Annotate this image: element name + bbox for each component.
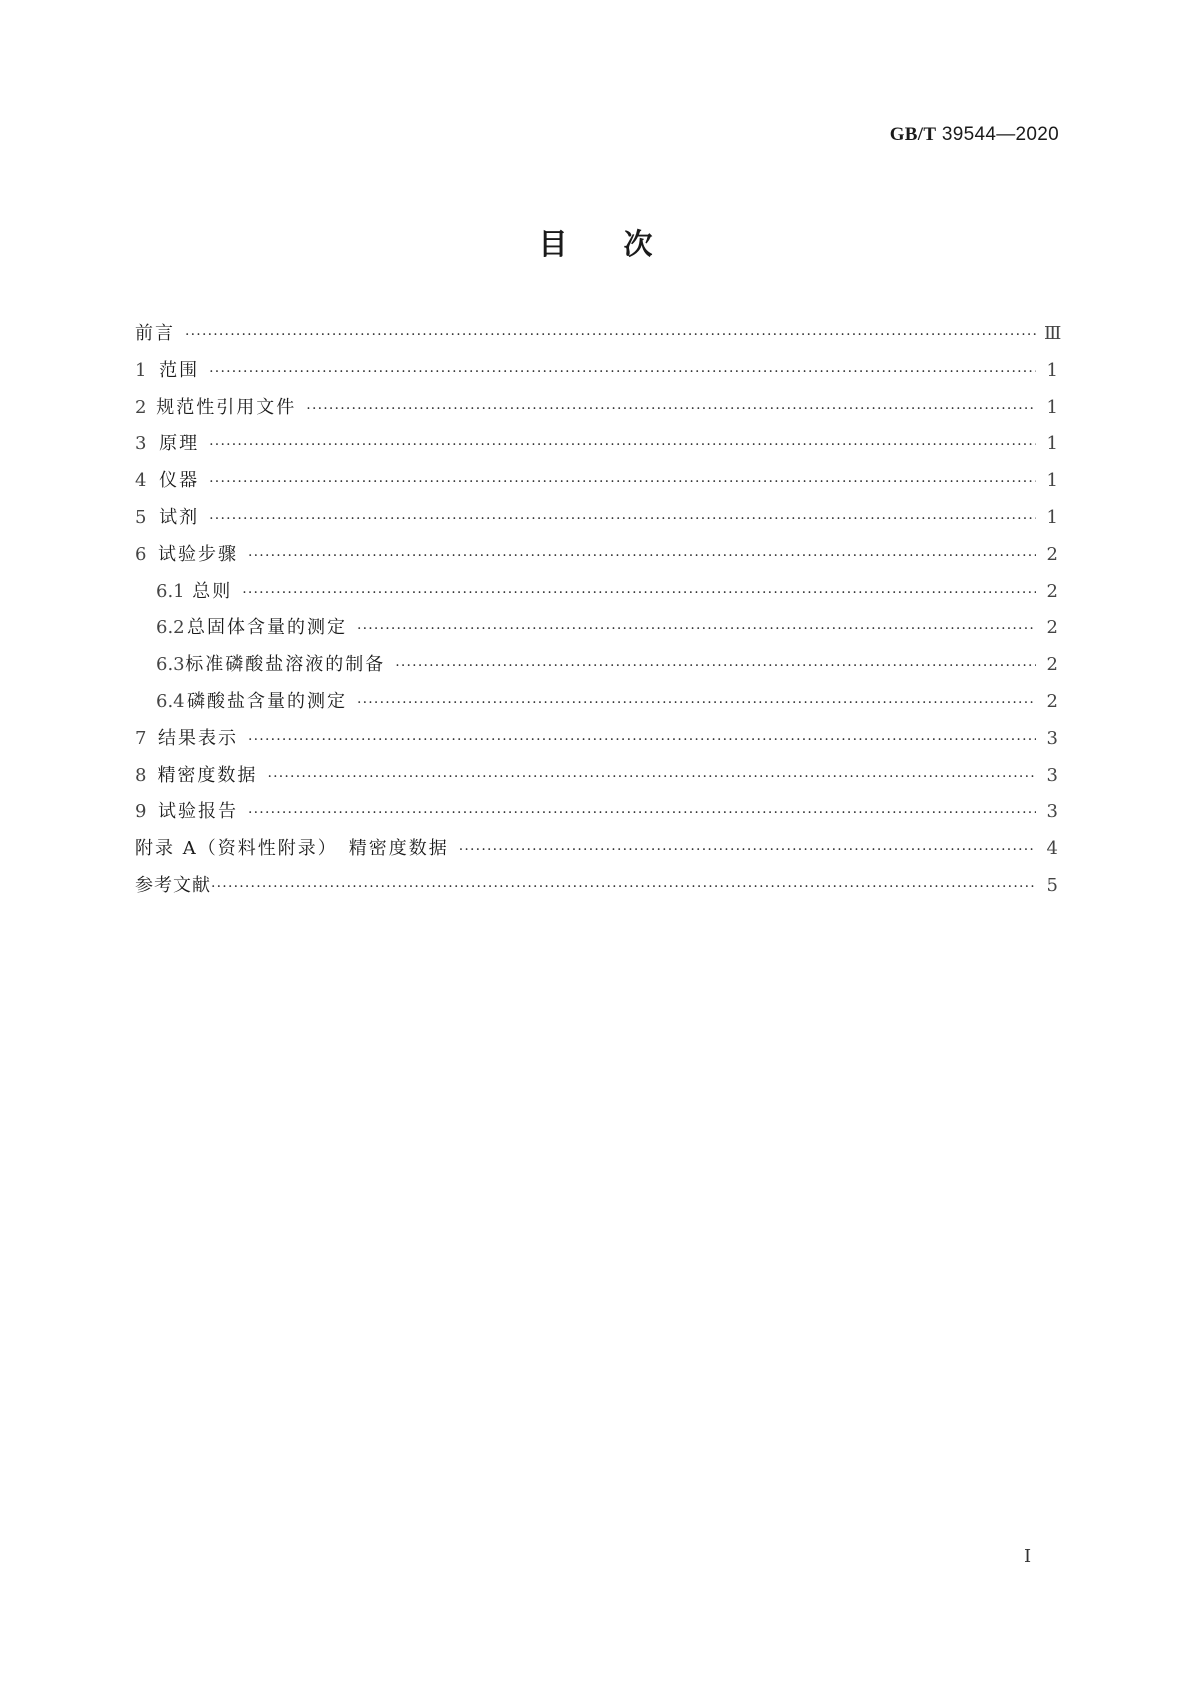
toc-entry-6-4[interactable] (135, 690, 1058, 727)
toc-entry-label: 试验步骤 (158, 543, 238, 565)
toc-entry-8[interactable] (135, 764, 1058, 801)
toc-entry-page: 1 (1046, 359, 1058, 381)
toc-dot-leader (242, 581, 1036, 605)
toc-dot-leader (248, 801, 1036, 825)
toc-entry-page: 3 (1046, 727, 1058, 749)
toc-entry-foreword[interactable] (135, 322, 1062, 359)
toc-dot-leader (248, 544, 1036, 568)
toc-entry-1[interactable] (135, 359, 1058, 396)
toc-entry-number: 6 (135, 543, 147, 565)
toc-dot-leader (459, 838, 1036, 862)
toc-dot-leader (267, 765, 1036, 789)
title-char-1: 目 (538, 227, 568, 261)
toc-entry-label: 精密度数据 (157, 764, 258, 786)
toc-dot-leader (357, 691, 1036, 715)
toc-entry-page: 2 (1046, 617, 1058, 639)
toc-entry-page: 2 (1046, 654, 1058, 676)
toc-entry-6-1[interactable] (135, 580, 1058, 617)
toc-entry-page: 2 (1046, 690, 1058, 712)
toc-entry-6[interactable] (135, 543, 1058, 580)
toc-entry-page: Ⅲ (1044, 323, 1062, 344)
toc-entry-number: 6.4 (156, 690, 185, 712)
toc-entry-4[interactable] (135, 469, 1058, 506)
toc-entry-number: 7 (135, 727, 147, 749)
toc-entry-label: 范围 (159, 359, 200, 381)
toc-entry-3[interactable] (135, 432, 1058, 469)
toc-entry-references[interactable] (135, 874, 1058, 911)
toc-entry-page: 5 (1046, 874, 1058, 896)
toc-entry-number: 2 (135, 396, 147, 418)
toc-dot-leader (209, 470, 1036, 494)
toc-entry-7[interactable] (135, 727, 1058, 764)
toc-entry-number: 6.1 (156, 580, 185, 602)
toc-dot-leader (209, 360, 1036, 384)
toc-entry-label: 总固体含量的测定 (186, 617, 347, 639)
toc-dot-leader (209, 433, 1036, 457)
toc-dot-leader (209, 507, 1036, 531)
toc-entry-page: 1 (1046, 506, 1058, 528)
toc-entry-number: 5 (135, 506, 147, 528)
toc-entry-label: 规范性引用文件 (156, 396, 297, 418)
toc-dot-leader (395, 654, 1036, 678)
title-char-2: 次 (623, 227, 653, 261)
toc-dot-leader (211, 875, 1036, 899)
toc-entry-page: 3 (1046, 764, 1058, 786)
toc-entry-label: 试验报告 (158, 801, 238, 823)
standard-number: 39544—2020 (941, 124, 1059, 145)
toc-entry-label: 磷酸盐含量的测定 (186, 690, 347, 712)
toc-entry-label: 参考文献 (135, 874, 211, 896)
toc-dot-leader (357, 617, 1036, 641)
toc-entry-label: 标准磷酸盐溶液的制备 (185, 654, 386, 676)
toc-entry-page: 4 (1046, 838, 1058, 860)
standard-code (890, 124, 1059, 146)
toc-entry-9[interactable] (135, 800, 1058, 837)
toc-entry-page: 2 (1046, 580, 1058, 602)
toc-entry-number: 6.2 (156, 617, 185, 639)
toc-entry-label: 总则 (192, 580, 233, 602)
toc-entry-2[interactable] (135, 396, 1058, 433)
toc-entry-5[interactable] (135, 506, 1058, 543)
toc-entry-number: 6.3 (156, 654, 185, 676)
toc-dot-leader (306, 397, 1036, 421)
toc-entry-number: 3 (135, 433, 147, 455)
toc-entry-label: 仪器 (159, 470, 200, 492)
toc-dot-leader (248, 728, 1036, 752)
toc-entry-label: 前言 (135, 323, 175, 344)
standard-prefix: GB/T (889, 124, 937, 145)
table-of-contents (135, 322, 1062, 911)
toc-dot-leader (185, 323, 1036, 347)
toc-entry-number: 1 (135, 359, 147, 381)
toc-entry-label: 试剂 (159, 506, 200, 528)
page-number: I (1024, 1546, 1032, 1567)
toc-entry-number: 9 (135, 801, 147, 823)
toc-entry-label: 原理 (159, 433, 200, 455)
toc-entry-label: 结果表示 (158, 727, 238, 749)
toc-entry-page: 1 (1046, 396, 1058, 418)
page-title (0, 226, 1191, 262)
toc-entry-page: 3 (1046, 801, 1058, 823)
toc-entry-page: 2 (1046, 543, 1058, 565)
toc-entry-page: 1 (1046, 433, 1058, 455)
toc-entry-label: 附录 A（资料性附录） 精密度数据 (135, 838, 449, 860)
toc-entry-6-3[interactable] (135, 653, 1058, 690)
toc-entry-page: 1 (1046, 470, 1058, 492)
toc-entry-appendix-a[interactable] (135, 837, 1058, 874)
toc-entry-number: 8 (135, 764, 147, 786)
toc-entry-number: 4 (135, 470, 147, 492)
toc-entry-6-2[interactable] (135, 616, 1058, 653)
